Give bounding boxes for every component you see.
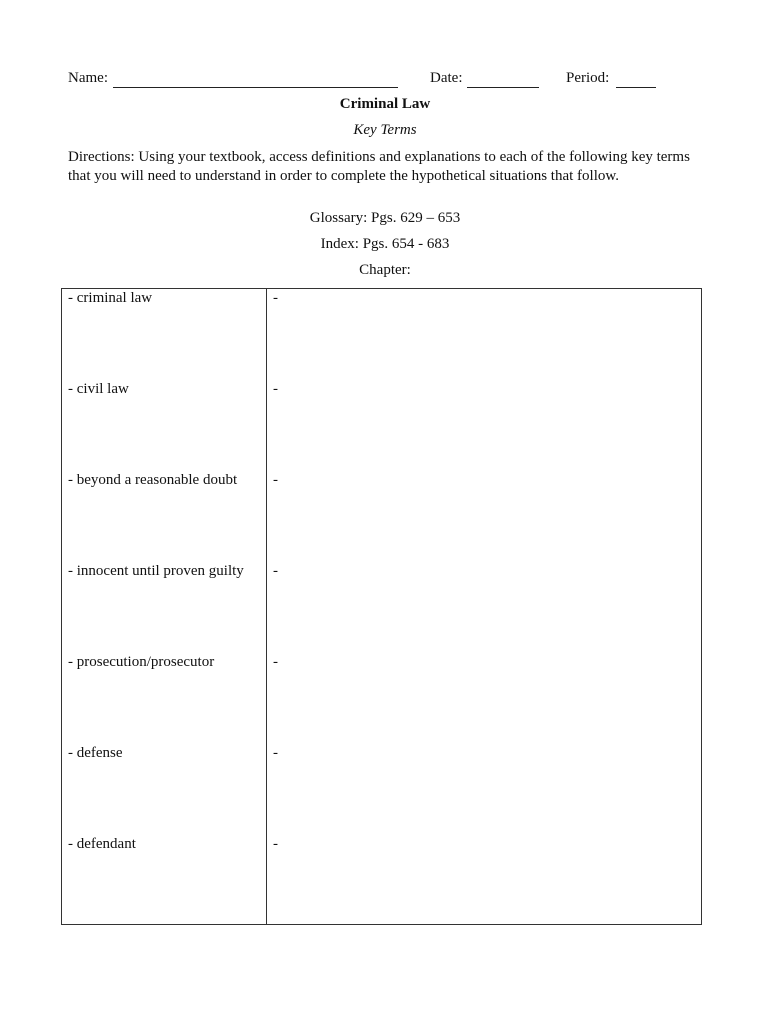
- term-beyond-reasonable-doubt: - beyond a reasonable doubt: [68, 472, 238, 488]
- index-reference: Index: Pgs. 654 - 683: [320, 236, 450, 252]
- student-info-header: [68, 70, 688, 90]
- glossary-reference: Glossary: Pgs. 629 – 653: [309, 210, 461, 226]
- term-defense: - defense: [68, 745, 123, 761]
- name-label: Name:: [68, 70, 108, 86]
- definition-field-criminal-law[interactable]: -: [273, 290, 278, 306]
- definition-field-defense[interactable]: -: [273, 745, 278, 761]
- page-subtitle: Key Terms: [353, 122, 417, 138]
- directions-text: Directions: Using your textbook, access definitions and explanations to each of the following key terms that you will need to understand in order to complete the hypothetical situations that follow.: [68, 149, 690, 184]
- term-criminal-law: - criminal law: [68, 290, 153, 306]
- period-blank-line[interactable]: [616, 87, 656, 88]
- date-blank-line[interactable]: [467, 87, 539, 88]
- term-defendant: - defendant: [68, 836, 136, 852]
- term-innocent-until-proven-guilty: - innocent until proven guilty: [68, 563, 244, 579]
- name-blank-line[interactable]: [113, 87, 398, 88]
- period-label: Period:: [566, 70, 610, 86]
- page-title: Criminal Law: [339, 96, 431, 112]
- chapter-reference: Chapter:: [359, 262, 411, 278]
- key-terms-table: [61, 288, 702, 925]
- column-divider: [266, 289, 267, 924]
- definition-field-civil-law[interactable]: -: [273, 381, 278, 397]
- definition-field-innocent-until-proven-guilty[interactable]: -: [273, 563, 278, 579]
- definition-field-defendant[interactable]: -: [273, 836, 278, 852]
- date-label: Date:: [430, 70, 463, 86]
- definition-field-beyond-reasonable-doubt[interactable]: -: [273, 472, 278, 488]
- definition-field-prosecution-prosecutor[interactable]: -: [273, 654, 278, 670]
- term-prosecution-prosecutor: - prosecution/prosecutor: [68, 654, 215, 670]
- term-civil-law: - civil law: [68, 381, 129, 397]
